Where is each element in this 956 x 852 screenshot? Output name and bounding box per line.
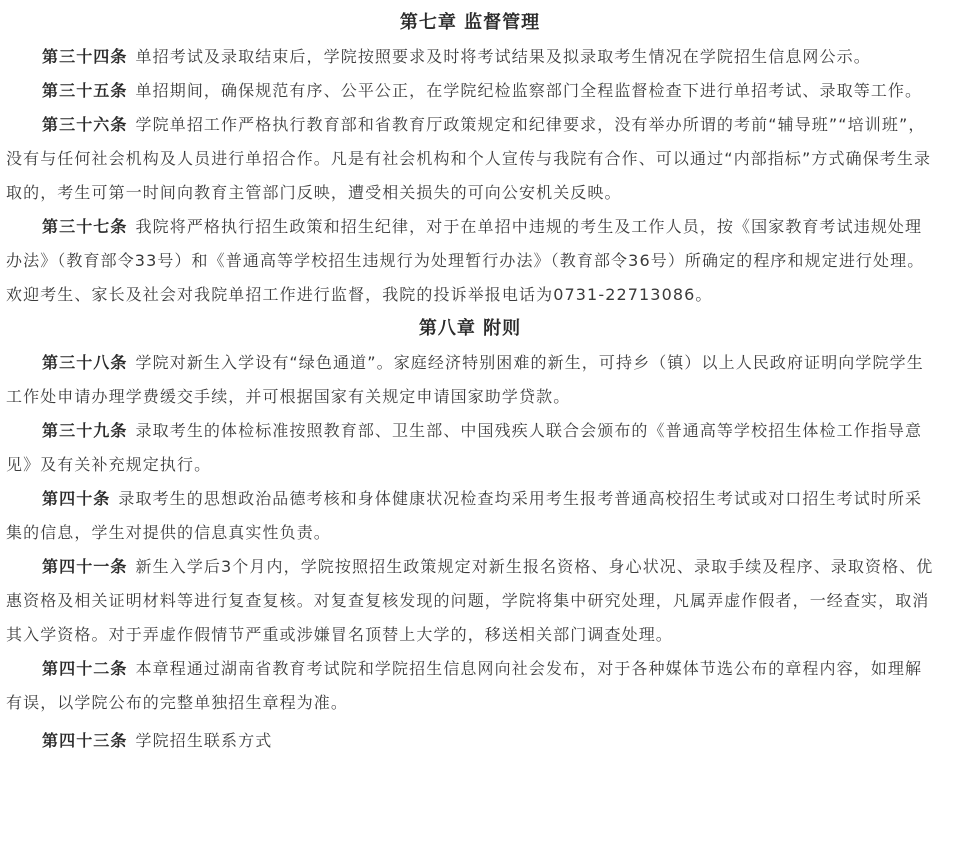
article-number: 第四十三条 [42, 731, 128, 750]
article-text: 新生入学后3个月内，学院按照招生政策规定对新生报名资格、身心状况、录取手续及程序、录取资格、优惠资格及相关证明材料等进行复查复核。对复查复核发现的问题，学院将集中研究处理，凡属弄虚作假者，一经查实，取消其入学资格。对于弄虚作假情节严重或涉嫌冒名顶替上大学的，移送相关部门调查处理。 [6, 557, 934, 644]
article-36 [6, 108, 934, 210]
article-text: 学院单招工作严格执行教育部和省教育厅政策规定和纪律要求，没有举办所谓的考前“辅导班”“培训班”，没有与任何社会机构及人员进行单招合作。凡是有社会机构和个人宣传与我院有合作、可以通过“内部指标”方式确保考生录取的，考生可第一时间向教育主管部门反映，遭受相关损失的可向公安机关反映。 [6, 115, 932, 202]
article-number: 第三十九条 [42, 421, 128, 440]
chapter-title: 第八章 附则 [418, 318, 522, 339]
article-35 [6, 74, 934, 108]
article-text: 学院对新生入学设有“绿色通道”。家庭经济特别困难的新生，可持乡（镇）以上人民政府证明向学院学生工作处申请办理学费缓交手续，并可根据国家有关规定申请国家助学贷款。 [6, 353, 924, 406]
article-number: 第三十七条 [42, 217, 128, 236]
article-42 [6, 652, 934, 720]
article-number: 第四十一条 [42, 557, 128, 576]
article-39 [6, 414, 934, 482]
article-number: 第三十五条 [42, 81, 128, 100]
article-38 [6, 346, 934, 414]
article-text: 学院招生联系方式 [135, 731, 273, 750]
article-number: 第四十二条 [42, 659, 128, 678]
article-number: 第三十六条 [42, 115, 128, 134]
article-43 [6, 724, 934, 758]
article-37 [6, 210, 934, 312]
article-number: 第三十八条 [42, 353, 128, 372]
article-number: 第四十条 [42, 489, 111, 508]
article-41 [6, 550, 934, 652]
article-text: 录取考生的体检标准按照教育部、卫生部、中国残疾人联合会颁布的《普通高等学校招生体检工作指导意见》及有关补充规定执行。 [6, 421, 923, 474]
article-40 [6, 482, 934, 550]
article-34 [6, 40, 934, 74]
article-text: 单招期间，确保规范有序、公平公正，在学院纪检监察部门全程监督检查下进行单招考试、录取等工作。 [135, 81, 923, 100]
article-text: 本章程通过湖南省教育考试院和学院招生信息网向社会发布，对于各种媒体节选公布的章程内容，如理解有误，以学院公布的完整单独招生章程为准。 [6, 659, 923, 712]
article-text: 我院将严格执行招生政策和招生纪律，对于在单招中违规的考生及工作人员，按《国家教育考试违规处理办法》（教育部令33号）和《普通高等学校招生违规行为处理暂行办法》（教育部令36号）所确定的程序和规定进行处理。欢迎考生、家长及社会对我院单招工作进行监督，我院的投诉举报电话为0731-22713086。 [6, 217, 925, 304]
article-text: 单招考试及录取结束后，学院按照要求及时将考试结果及拟录取考生情况在学院招生信息网公示。 [135, 47, 871, 66]
article-number: 第三十四条 [42, 47, 128, 66]
article-text: 录取考生的思想政治品德考核和身体健康状况检查均采用考生报考普通高校招生考试或对口招生考试时所采集的信息，学生对提供的信息真实性负责。 [6, 489, 923, 542]
chapter-title: 第七章 监督管理 [399, 12, 541, 33]
